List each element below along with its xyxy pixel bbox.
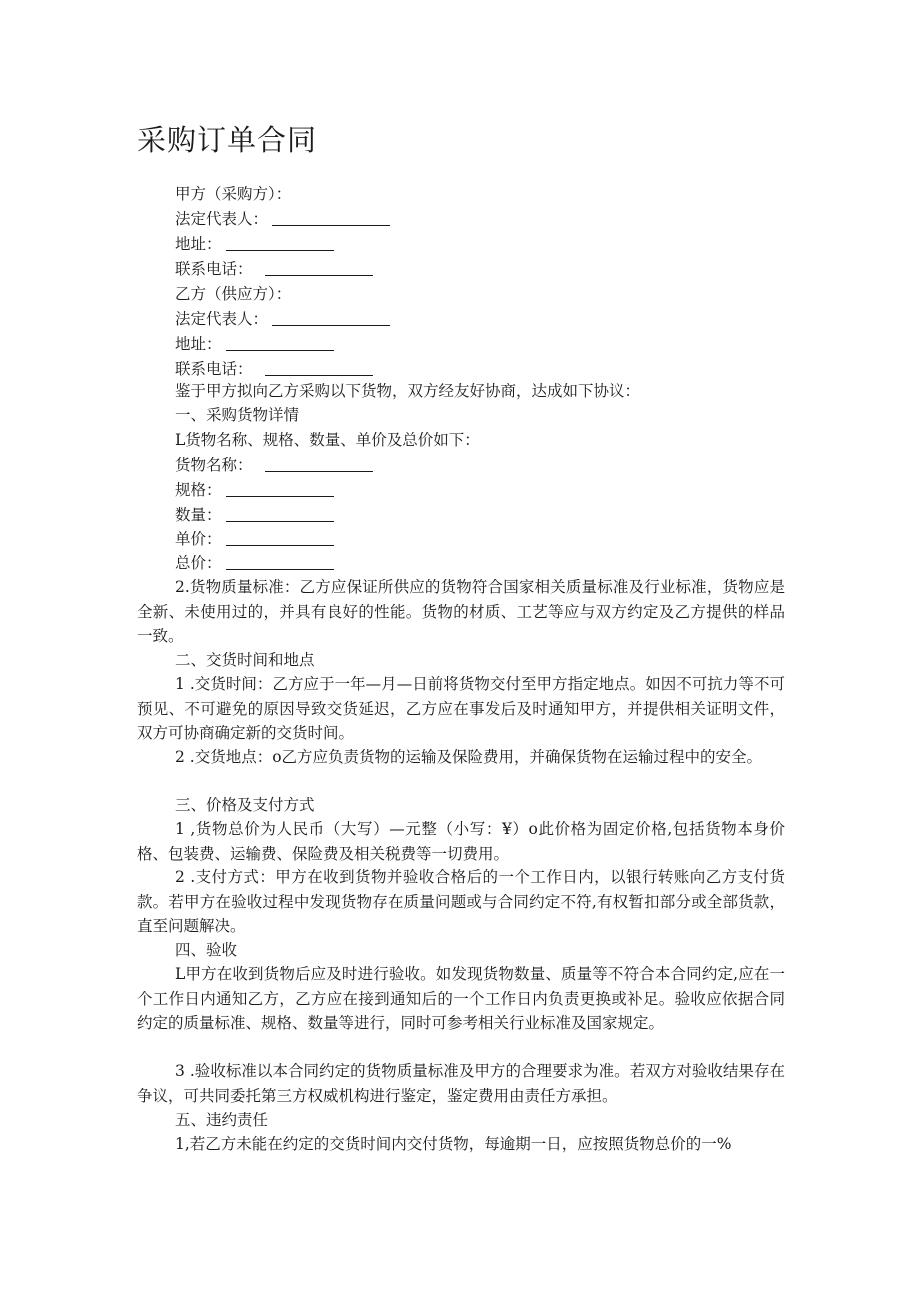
party-b-rep-row <box>175 307 390 331</box>
section3-heading: 三、价格及支付方式 <box>175 796 315 814</box>
party-b-addr-label: 地址： <box>175 335 222 353</box>
section3-item1: 1 ,货物总价为人民币（大写）—元整（小写：¥）o此价格为固定价格,包括货物本身价格、包装费、运输费、保险费及相关税费等一切费用。 <box>137 820 785 863</box>
party-b-rep-label: 法定代表人： <box>175 310 269 328</box>
goods-unit-price-blank <box>226 529 334 546</box>
goods-unit-price-label: 单价： <box>175 530 222 548</box>
goods-spec-row <box>175 478 334 502</box>
goods-name-label: 货物名称： <box>175 456 253 474</box>
goods-total-row <box>175 551 334 575</box>
goods-spec-blank <box>226 480 334 497</box>
goods-qty-label: 数量： <box>175 506 222 524</box>
section2-item2: 2 .交货地点：o乙方应负责货物的运输及保险费用，并确保货物在运输过程中的安全。 <box>175 748 763 766</box>
goods-name-row <box>175 453 373 477</box>
party-b-addr-row <box>175 332 334 356</box>
party-b-rep-blank <box>272 309 390 326</box>
party-b-phone-blank <box>265 359 373 376</box>
goods-spec-label: 规格： <box>175 481 222 499</box>
section3-item2: 2 .支付方式：甲方在收到货物并验收合格后的一个工作日内，以银行转账向乙方支付货款。若甲方在验收过程中发现货物存在质量问题或与合同约定不符,有权暂扣部分或全部货款，直至问题解决。 <box>137 868 785 936</box>
party-a-heading: 甲方（采购方）： <box>175 185 292 203</box>
party-a-addr-row <box>175 232 334 256</box>
section2-heading: 二、交货时间和地点 <box>175 651 315 669</box>
goods-name-blank <box>265 455 373 472</box>
party-a-phone-row <box>175 257 373 281</box>
section2-item1: 1 .交货时间：乙方应于一年—月—日前将货物交付至甲方指定地点。如因不可抗力等不可预见、不可避免的原因导致交货延迟，乙方应在事发后及时通知甲方，并提供相关证明文件，双方可协商确定新的交货时间。 <box>137 675 785 743</box>
section1-item1: L货物名称、规格、数量、单价及总价如下： <box>175 431 480 449</box>
party-b-addr-blank <box>226 334 334 351</box>
section5-item1: 1,若乙方未能在约定的交货时间内交付货物，每逾期一日，应按照货物总价的一% <box>175 1135 732 1153</box>
party-a-rep-blank <box>272 209 390 226</box>
section5-heading: 五、违约责任 <box>175 1111 269 1129</box>
party-a-phone-label: 联系电话： <box>175 260 253 278</box>
party-b-phone-row <box>175 357 373 381</box>
party-a-addr-label: 地址： <box>175 235 222 253</box>
section1-heading: 一、采购货物详情 <box>175 406 300 424</box>
party-a-addr-blank <box>226 234 334 251</box>
goods-qty-row <box>175 503 334 527</box>
goods-total-blank <box>226 553 334 570</box>
page-title: 采购订单合同 <box>137 123 318 157</box>
party-b-heading: 乙方（供应方）： <box>175 285 292 303</box>
section4-item3: 3 .验收标准以本合同约定的货物质量标准及甲方的合理要求为准。若双方对验收结果存在争议，可共同委托第三方权威机构进行鉴定，鉴定费用由责任方承担。 <box>137 1062 785 1105</box>
goods-total-label: 总价： <box>175 554 222 572</box>
party-a-rep-label: 法定代表人： <box>175 210 269 228</box>
party-a-rep-row <box>175 207 390 231</box>
section4-heading: 四、验收 <box>175 941 238 959</box>
section1-item2: 2.货物质量标准：乙方应保证所供应的货物符合国家相关质量标准及行业标准，货物应是全新、未使用过的，并具有良好的性能。货物的材质、工艺等应与双方约定及乙方提供的样品一致。 <box>137 578 785 646</box>
preamble: 鉴于甲方拟向乙方采购以下货物，双方经友好协商，达成如下协议： <box>175 382 641 400</box>
goods-unit-price-row <box>175 527 334 551</box>
party-b-phone-label: 联系电话： <box>175 360 253 378</box>
section4-item1: L甲方在收到货物后应及时进行验收。如发现货物数量、质量等不符合本合同约定,应在一个工作日内通知乙方，乙方应在接到通知后的一个工作日内负责更换或补足。验收应依据合同约定的质量标准、规格、数量等进行，同时可参考相关行业标准及国家规定。 <box>137 965 785 1033</box>
goods-qty-blank <box>226 505 334 522</box>
party-a-phone-blank <box>265 259 373 276</box>
